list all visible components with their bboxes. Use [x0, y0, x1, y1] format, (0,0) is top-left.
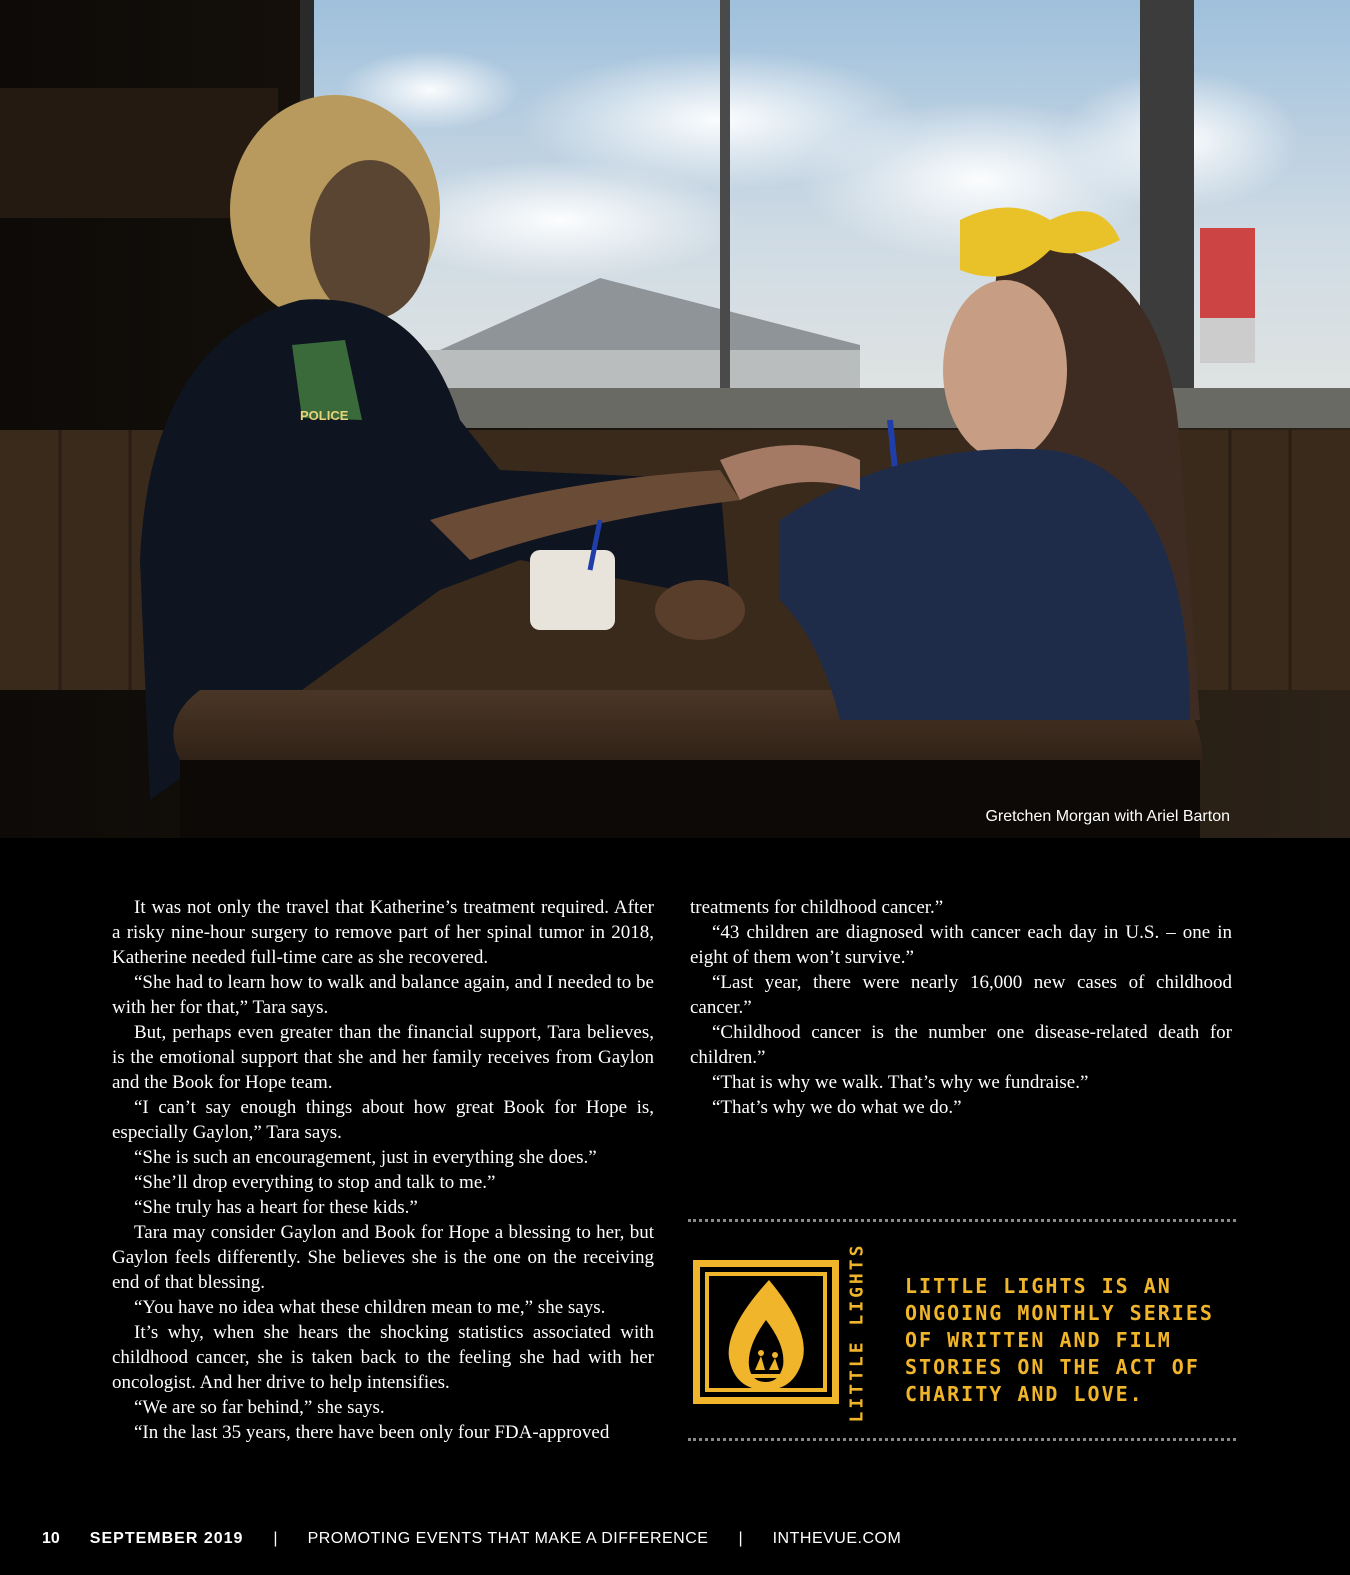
article-paragraph: “We are so far behind,” she says. — [134, 1397, 385, 1418]
little-lights-label-text: LITTLE LIGHTS — [846, 1242, 868, 1422]
article-paragraph: “She had to learn how to walk and balance again, and I needed to be with her for that,” Tara says. — [112, 972, 654, 1018]
article-paragraph: “I can’t say enough things about how great Book for Hope is, especially Gaylon,” Tara says. — [112, 1097, 654, 1143]
article-paragraph: “She is such an encouragement, just in everything she does.” — [134, 1147, 597, 1168]
article-paragraph: “43 children are diagnosed with cancer each day in U.S. – one in eight of them won’t survive.” — [690, 922, 1232, 968]
footer-tagline: PROMOTING EVENTS THAT MAKE A DIFFERENCE — [307, 1530, 709, 1547]
article-paragraph: But, perhaps even greater than the financial support, Tara believes, is the emotional support that she and her family receives from Gaylon and the Book for Hope team. — [112, 1022, 654, 1093]
article-paragraph: It was not only the travel that Katherine’s treatment required. After a risky nine-hour surgery to remove part of her spinal tumor in 2018, Katherine needed full-time care as she recovered. — [112, 897, 654, 968]
footer-website-link[interactable]: INTHEVUE.COM — [772, 1530, 902, 1547]
article-paragraph: “She’ll drop everything to stop and talk to me.” — [134, 1172, 496, 1193]
article-paragraph: “That’s why we do what we do.” — [712, 1097, 962, 1118]
article-paragraph: “Last year, there were nearly 16,000 new cases of childhood cancer.” — [690, 972, 1232, 1018]
article-paragraph: “Childhood cancer is the number one disease-related death for children.” — [690, 1022, 1232, 1068]
article-paragraph: It’s why, when she hears the shocking statistics associated with childhood cancer, she is taken back to the feeling she had with her oncologist. And her drive to help intensifies. — [112, 1322, 654, 1393]
divider-dotted-top — [688, 1219, 1236, 1222]
divider-dotted-bottom — [688, 1438, 1236, 1441]
article-paragraph: “She truly has a heart for these kids.” — [134, 1197, 418, 1218]
article-paragraph: “You have no idea what these children mean to me,” she says. — [134, 1297, 606, 1318]
footer-separator: | — [273, 1530, 278, 1547]
little-lights-description: LITTLE LIGHTS IS AN ONGOING MONTHLY SERIES OF WRITTEN AND FILM STORIES ON THE ACT OF CHARITY AND LOVE. — [905, 1274, 1214, 1406]
article-paragraph: “That is why we walk. That’s why we fundraise.” — [712, 1072, 1089, 1093]
footer-separator: | — [738, 1530, 743, 1547]
page-footer — [42, 1528, 901, 1550]
page-number: 10 — [42, 1530, 60, 1547]
photo-caption: Gretchen Morgan with Ariel Barton — [985, 808, 1230, 825]
article-paragraph: “In the last 35 years, there have been only four FDA-approved — [134, 1422, 610, 1443]
little-lights-vertical-label — [843, 1242, 871, 1422]
police-patch-text: POLICE — [300, 408, 349, 423]
article-column-right — [690, 895, 1232, 1120]
issue-date: SEPTEMBER 2019 — [89, 1530, 244, 1547]
article-paragraph-continued: treatments for childhood cancer.” — [690, 897, 944, 918]
article-column-left — [112, 895, 654, 1445]
flame-logo-icon — [691, 1258, 841, 1406]
article-paragraph: Tara may consider Gaylon and Book for Hope a blessing to her, but Gaylon feels differently. She believes she is the one on the receiving end of that blessing. — [112, 1222, 654, 1293]
